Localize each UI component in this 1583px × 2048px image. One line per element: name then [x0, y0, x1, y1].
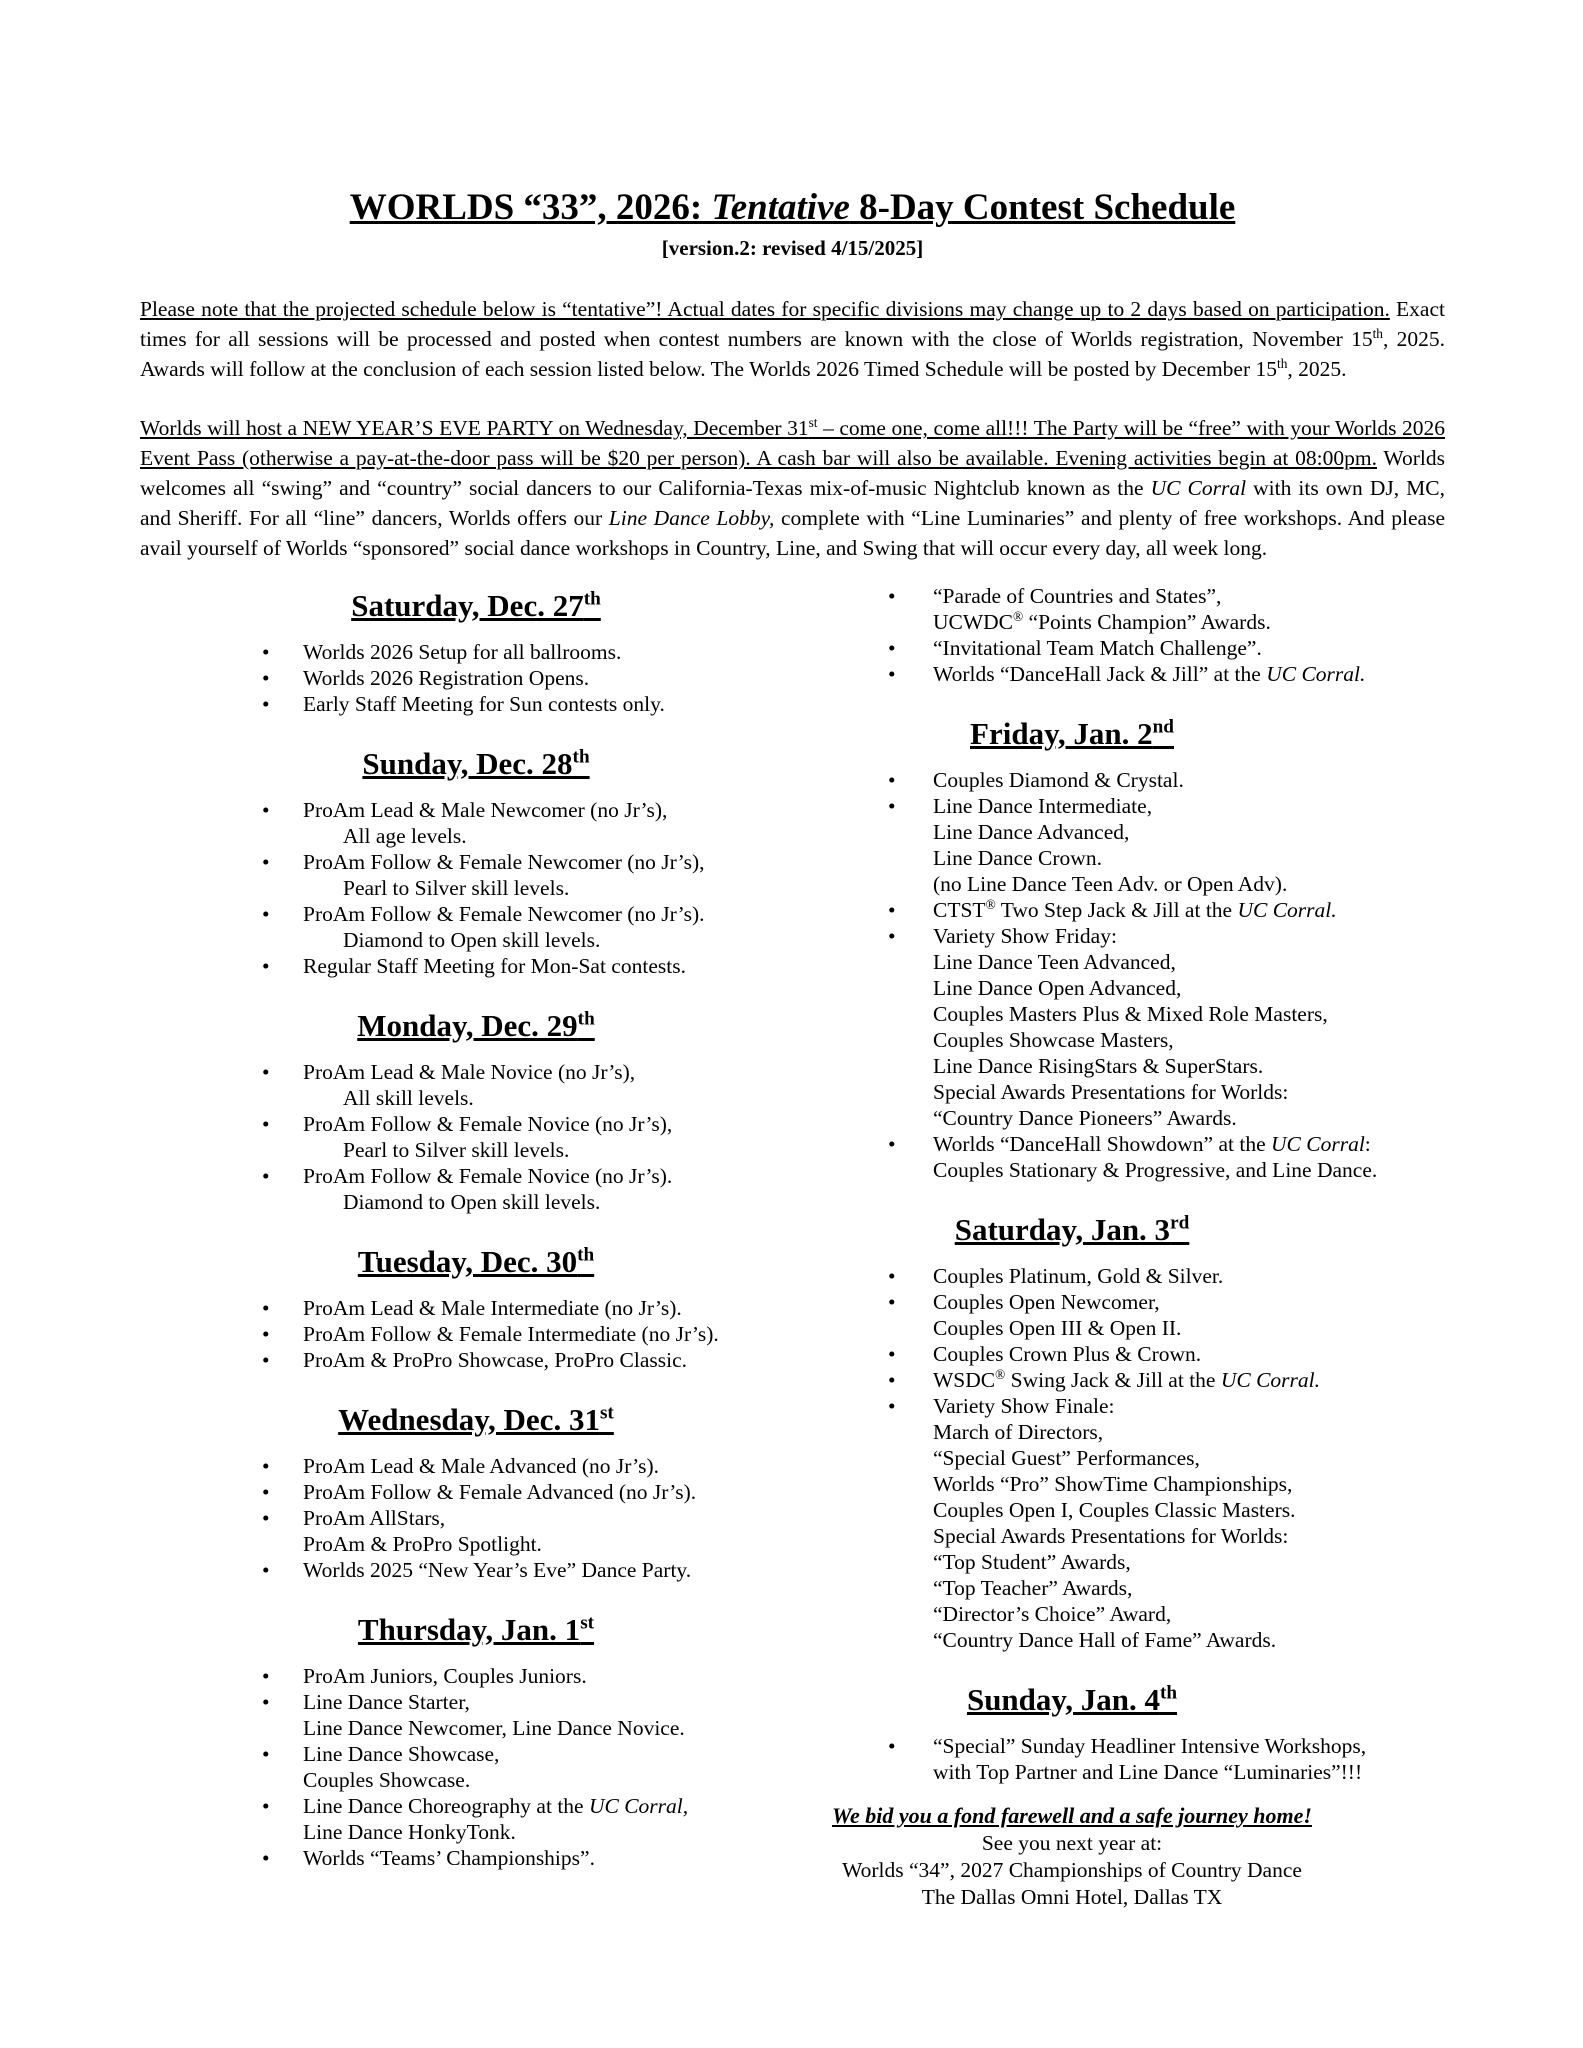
schedule-item-line: March of Directors,: [933, 1420, 1104, 1444]
schedule-item-line: • Line Dance Choreography at the UC Corral,: [303, 1794, 689, 1818]
schedule-item-line: Pearl to Silver skill levels.: [343, 876, 570, 900]
schedule-item-line: • Couples Diamond & Crystal.: [933, 768, 1184, 792]
schedule-item-line: Line Dance Newcomer, Line Dance Novice.: [303, 1716, 685, 1740]
schedule-item-line: (no Line Dance Teen Adv. or Open Adv).: [933, 872, 1288, 896]
schedule-item-line: • ProAm & ProPro Showcase, ProPro Classic.: [303, 1348, 688, 1372]
schedule-item-line: • WSDC® Swing Jack & Jill at the UC Corral.: [933, 1366, 1321, 1392]
schedule-item: [812, 1263, 1412, 1289]
schedule-item: [812, 1367, 1412, 1393]
schedule-item-line: • Couples Platinum, Gold & Silver.: [933, 1264, 1224, 1288]
schedule-item: [140, 797, 812, 849]
schedule-item-line: Line Dance Teen Advanced,: [933, 950, 1176, 974]
schedule-item: [140, 1295, 812, 1321]
day-section: [140, 1401, 812, 1583]
schedule-item: [140, 1741, 812, 1793]
schedule-item: [812, 1341, 1412, 1367]
bullet-list: [812, 583, 1412, 687]
day-section: [140, 745, 812, 979]
schedule-item: [140, 1453, 812, 1479]
schedule-item-line: • ProAm Follow & Female Intermediate (no Jr’s).: [303, 1322, 719, 1346]
schedule-item: [140, 953, 812, 979]
schedule-item-line: Couples Stationary & Progressive, and Line Dance.: [933, 1158, 1378, 1182]
schedule-item: [812, 767, 1412, 793]
document-content: [0, 186, 1583, 1911]
schedule-item: [812, 583, 1412, 635]
schedule-item: [812, 635, 1412, 661]
day-heading: Saturday, Dec. 27th: [351, 588, 601, 623]
bullet-list: [812, 767, 1412, 1183]
schedule-item: [140, 665, 812, 691]
schedule-item-line: Couples Showcase Masters,: [933, 1028, 1174, 1052]
schedule-item: [140, 639, 812, 665]
day-section: [140, 587, 812, 717]
farewell-line: We bid you a fond farewell and a safe journey home!: [832, 1803, 1312, 1828]
schedule-item-line: Couples Open I, Couples Classic Masters.: [933, 1498, 1296, 1522]
schedule-item: [140, 1505, 812, 1557]
schedule-item-line: • Worlds “DanceHall Jack & Jill” at the UC Corral.: [933, 662, 1366, 686]
schedule-item-line: with Top Partner and Line Dance “Luminaries”!!!: [933, 1760, 1363, 1784]
schedule-item: [140, 849, 812, 901]
schedule-item: [140, 1163, 812, 1215]
schedule-item-line: Diamond to Open skill levels.: [343, 1190, 601, 1214]
schedule-item-line: • Couples Crown Plus & Crown.: [933, 1342, 1202, 1366]
schedule-item-line: Pearl to Silver skill levels.: [343, 1138, 570, 1162]
schedule-column-right: [812, 583, 1412, 1911]
schedule-item-line: • Variety Show Finale:: [933, 1394, 1115, 1418]
intro-paragraph-2: Worlds will host a NEW YEAR’S EVE PARTY on Wednesday, December 31st – come one, come all!!! The Party will be “free” with your Worlds 2026 Event Pass (otherwise a pay-at-the-door pass will be $20 per person). A cash bar will also be available. Evening activities begin at 08:00pm. Worlds welcomes all “swing” and “country” social dancers to our California-Texas mix-of-music Nightclub known as the UC Corral with its own DJ, MC, and Sheriff. For all “line” dancers, Worlds offers our Line Dance Lobby, complete with “Line Luminaries” and plenty of free workshops. And please avail yourself of Worlds “sponsored” social dance workshops in Country, Line, and Swing that will occur every day, all week long.: [140, 414, 1446, 560]
schedule-item: [140, 1663, 812, 1689]
schedule-item-line: • ProAm Follow & Female Newcomer (no Jr’s).: [303, 902, 705, 926]
schedule-item: [812, 1289, 1412, 1341]
schedule-item-line: Couples Open III & Open II.: [933, 1316, 1182, 1340]
schedule-item-line: • ProAm Lead & Male Novice (no Jr’s),: [303, 1060, 636, 1084]
schedule-item: [140, 1321, 812, 1347]
schedule-item-line: All age levels.: [343, 824, 467, 848]
schedule-item: [812, 897, 1412, 923]
schedule-item-line: • Worlds 2025 “New Year’s Eve” Dance Party.: [303, 1558, 692, 1582]
bullet-list: [140, 639, 812, 717]
day-heading: Wednesday, Dec. 31st: [338, 1402, 614, 1437]
schedule-item-line: Special Awards Presentations for Worlds:: [933, 1080, 1289, 1104]
schedule-item-line: • ProAm Juniors, Couples Juniors.: [303, 1664, 587, 1688]
schedule-item-line: • Line Dance Showcase,: [303, 1742, 500, 1766]
schedule-item-line: Line Dance Advanced,: [933, 820, 1130, 844]
footer-block: [812, 1801, 1412, 1911]
schedule-item-line: • CTST® Two Step Jack & Jill at the UC Corral.: [933, 896, 1337, 922]
schedule-item-line: • ProAm Lead & Male Newcomer (no Jr’s),: [303, 798, 668, 822]
schedule-item-line: • Line Dance Intermediate,: [933, 794, 1153, 818]
schedule-item-line: Couples Showcase.: [303, 1768, 471, 1792]
schedule-item-line: “Top Teacher” Awards,: [933, 1576, 1133, 1600]
schedule-item: [812, 1131, 1412, 1183]
schedule-item: [812, 793, 1412, 897]
schedule-item-line: • Early Staff Meeting for Sun contests only.: [303, 692, 665, 716]
schedule-item-line: • “Parade of Countries and States”,: [933, 584, 1222, 608]
bullet-list: [812, 1733, 1412, 1785]
bullet-list: [140, 1059, 812, 1215]
schedule-item-line: Couples Masters Plus & Mixed Role Masters,: [933, 1002, 1328, 1026]
day-section: [812, 715, 1412, 1183]
schedule-item-line: “Country Dance Hall of Fame” Awards.: [933, 1628, 1277, 1652]
schedule-item: [812, 661, 1412, 687]
schedule-item: [140, 1557, 812, 1583]
schedule-item-line: Worlds “Pro” ShowTime Championships,: [933, 1472, 1293, 1496]
day-heading: Saturday, Jan. 3rd: [954, 1212, 1190, 1247]
day-section: [812, 1211, 1412, 1653]
page-title: WORLDS “33”, 2026: Tentative 8-Day Contest Schedule: [349, 187, 1236, 228]
day-heading: Tuesday, Dec. 30th: [357, 1244, 595, 1279]
day-heading: Sunday, Dec. 28th: [362, 746, 590, 781]
schedule-item-line: • ProAm Lead & Male Intermediate (no Jr’s).: [303, 1296, 682, 1320]
venue-line: The Dallas Omni Hotel, Dallas TX: [921, 1885, 1223, 1909]
schedule-item-line: • Couples Open Newcomer,: [933, 1290, 1160, 1314]
schedule-item: [140, 1059, 812, 1111]
bullet-list: [140, 797, 812, 979]
schedule-item-line: • ProAm Follow & Female Advanced (no Jr’s).: [303, 1480, 697, 1504]
schedule-item-line: • ProAm Follow & Female Novice (no Jr’s).: [303, 1164, 673, 1188]
day-section: [140, 1243, 812, 1373]
schedule-item-line: Diamond to Open skill levels.: [343, 928, 601, 952]
schedule-item-line: “Top Student” Awards,: [933, 1550, 1131, 1574]
day-section: [140, 1611, 812, 1871]
schedule-item-line: Line Dance HonkyTonk.: [303, 1820, 516, 1844]
bullet-list: [140, 1295, 812, 1373]
schedule-item-line: • Variety Show Friday:: [933, 924, 1117, 948]
bullet-list: [140, 1663, 812, 1871]
schedule-item: [140, 1347, 812, 1373]
schedule-item-line: Special Awards Presentations for Worlds:: [933, 1524, 1289, 1548]
see-you-line: See you next year at:: [981, 1831, 1163, 1855]
schedule-item-line: • Worlds 2026 Setup for all ballrooms.: [303, 640, 622, 664]
schedule-item-line: Line Dance Open Advanced,: [933, 976, 1182, 1000]
schedule-item-line: • Worlds “DanceHall Showdown” at the UC Corral:: [933, 1132, 1371, 1156]
next-event-line: Worlds “34”, 2027 Championships of Country Dance: [842, 1858, 1302, 1882]
intro-paragraph-1: Please note that the projected schedule below is “tentative”! Actual dates for specific divisions may change up to 2 days based on participation. Exact times for all sessions will be processed and posted when contest numbers are known with the close of Worlds registration, November 15th, 2025. Awards will follow at the conclusion of each session listed below. The Worlds 2026 Timed Schedule will be posted by December 15th, 2025.: [140, 297, 1446, 381]
day-heading: Monday, Dec. 29th: [357, 1008, 595, 1043]
schedule-item: [812, 1393, 1412, 1653]
schedule-item-line: “Special Guest” Performances,: [933, 1446, 1200, 1470]
bullet-list: [140, 1453, 812, 1583]
bullet-list: [812, 1263, 1412, 1653]
schedule-column-right-sections: [812, 583, 1412, 1785]
schedule-item-line: • Worlds “Teams’ Championships”.: [303, 1846, 595, 1870]
day-heading: Sunday, Jan. 4th: [966, 1682, 1178, 1717]
schedule-item-line: • Worlds 2026 Registration Opens.: [303, 666, 590, 690]
schedule-item: [140, 901, 812, 953]
schedule-item-line: • ProAm Follow & Female Newcomer (no Jr’s),: [303, 850, 705, 874]
schedule-item-line: Line Dance Crown.: [933, 846, 1102, 870]
schedule-item-line: • Line Dance Starter,: [303, 1690, 470, 1714]
schedule-item: [140, 1793, 812, 1845]
schedule-column-left: [140, 583, 812, 1871]
day-heading: Thursday, Jan. 1st: [357, 1612, 595, 1647]
schedule-item-line: • “Special” Sunday Headliner Intensive Workshops,: [933, 1734, 1367, 1758]
schedule-item-line: • ProAm Follow & Female Novice (no Jr’s),: [303, 1112, 673, 1136]
schedule-item-line: “Country Dance Pioneers” Awards.: [933, 1106, 1237, 1130]
schedule-item-line: ProAm & ProPro Spotlight.: [303, 1532, 542, 1556]
schedule-item-line: UCWDC® “Points Champion” Awards.: [933, 608, 1271, 634]
schedule-item-line: All skill levels.: [343, 1086, 474, 1110]
schedule-item: [812, 1733, 1412, 1785]
version-line: [version.2: revised 4/15/2025]: [661, 236, 924, 260]
schedule-item: [140, 1689, 812, 1741]
day-section: [812, 583, 1412, 687]
schedule-item-line: • ProAm AllStars,: [303, 1506, 446, 1530]
day-section: [812, 1681, 1412, 1785]
day-heading: Friday, Jan. 2nd: [970, 716, 1174, 751]
schedule-item: [812, 923, 1412, 1131]
schedule-item: [140, 691, 812, 717]
schedule-item-line: • Regular Staff Meeting for Mon-Sat contests.: [303, 954, 686, 978]
schedule-columns: [140, 583, 1445, 1911]
schedule-item-line: • “Invitational Team Match Challenge”.: [933, 636, 1262, 660]
schedule-item-line: Line Dance RisingStars & SuperStars.: [933, 1054, 1264, 1078]
schedule-item: [140, 1111, 812, 1163]
day-section: [140, 1007, 812, 1215]
schedule-item-line: • ProAm Lead & Male Advanced (no Jr’s).: [303, 1454, 660, 1478]
schedule-item: [140, 1845, 812, 1871]
schedule-item-line: “Director’s Choice” Award,: [933, 1602, 1172, 1626]
schedule-item: [140, 1479, 812, 1505]
